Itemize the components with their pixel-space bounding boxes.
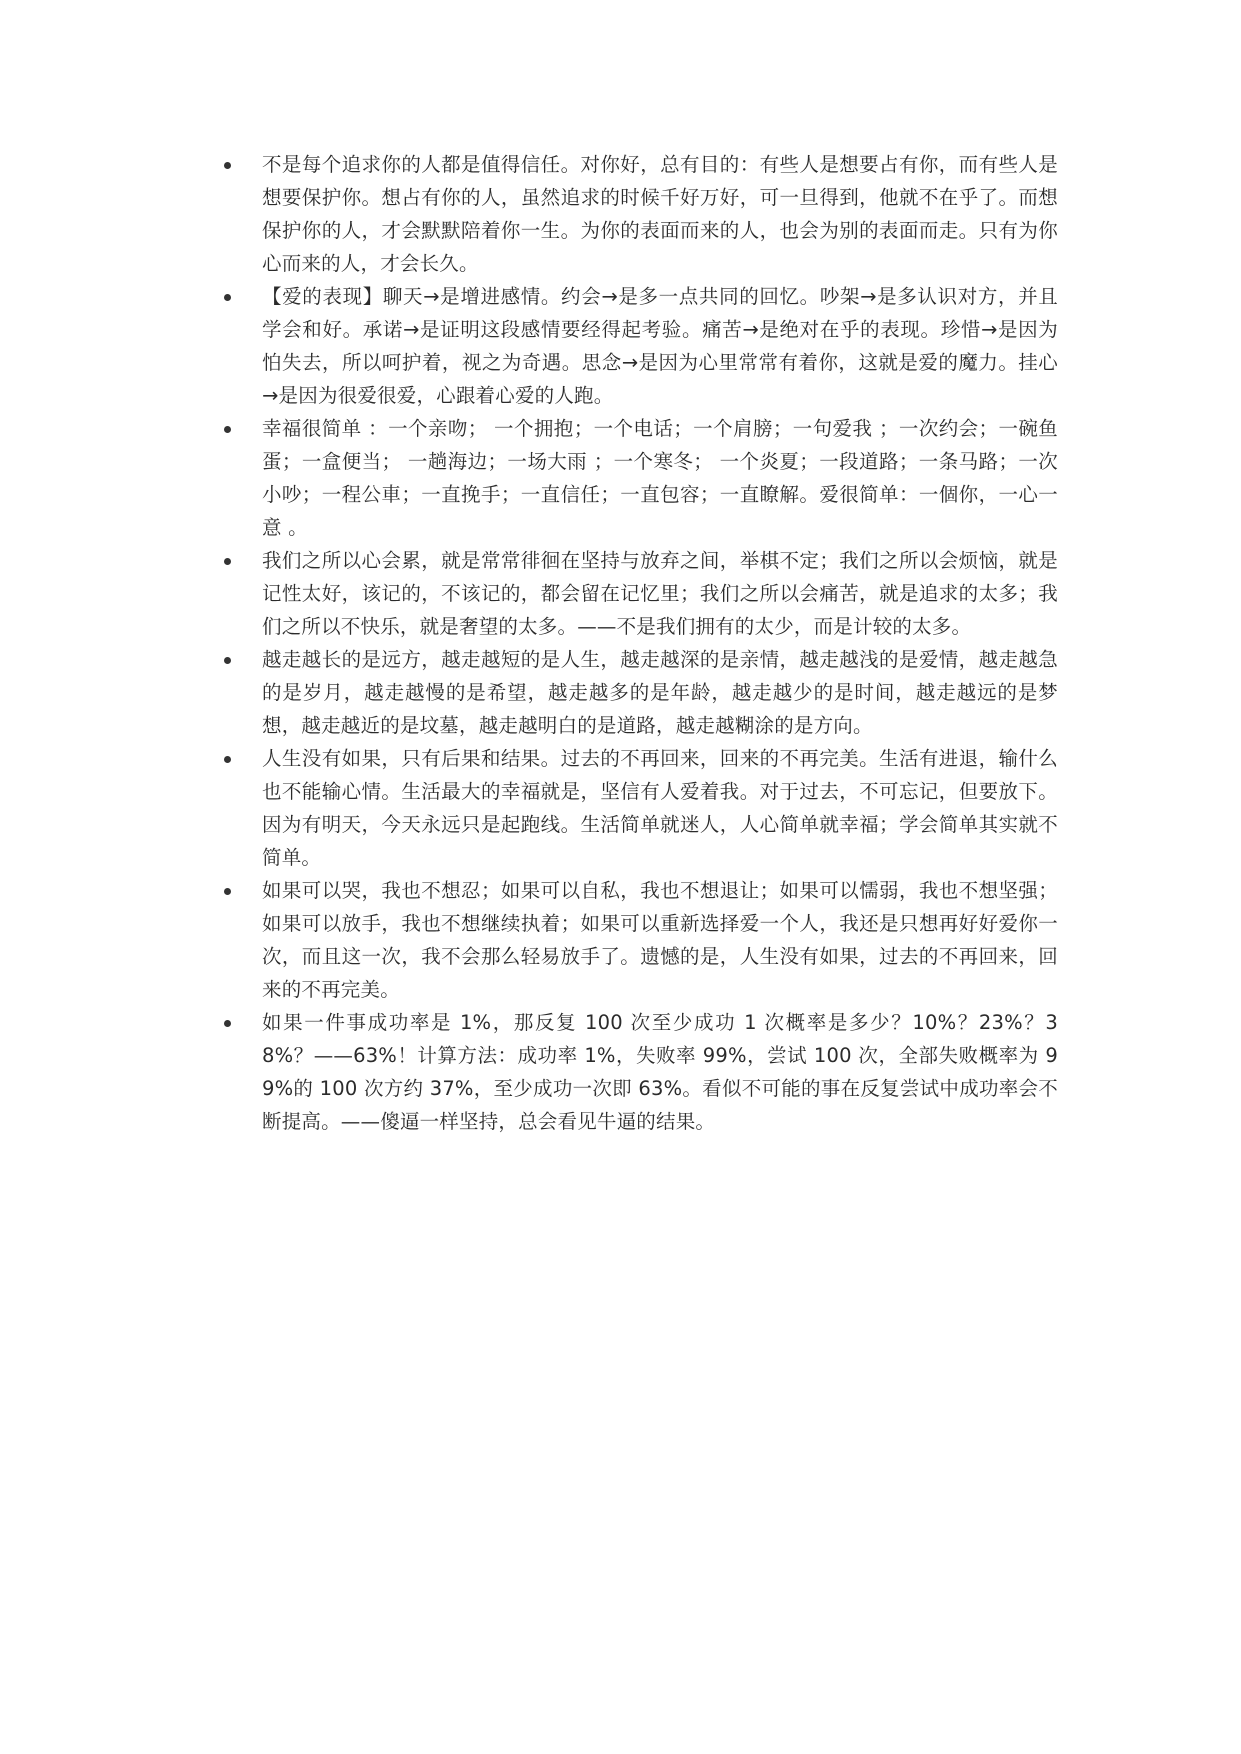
list-item [218, 1006, 1058, 1138]
list-item-text: 幸福很简单 ：一个亲吻； 一个拥抱；一个电话；一个肩膀；一句爱我 ；一次约会；一碗鱼蛋；一盒便当； 一趟海边；一场大雨 ；一个寒冬； 一个炎夏；一段道路；一条马路；一次小吵；一程公車；一直挽手；一直信任；一直包容；一直瞭解。爱很简单：一個你，一心一意 。 [262, 417, 1058, 539]
bullet-icon [224, 657, 231, 664]
bullet-icon [224, 426, 231, 433]
list-item-text: 不是每个追求你的人都是值得信任。对你好，总有目的：有些人是想要占有你，而有些人是想要保护你。想占有你的人，虽然追求的时候千好万好，可一旦得到，他就不在乎了。而想保护你的人，才会默默陪着你一生。为你的表面而来的人，也会为别的表面而走。只有为你心而来的人，才会长久。 [262, 153, 1058, 275]
list-item-text: 如果可以哭，我也不想忍；如果可以自私，我也不想退让；如果可以懦弱，我也不想坚强；如果可以放手，我也不想继续执着；如果可以重新选择爱一个人，我还是只想再好好爱你一次，而且这一次，我不会那么轻易放手了。遗憾的是，人生没有如果，过去的不再回来，回来的不再完美。 [262, 879, 1058, 1001]
bullet-icon [224, 1020, 231, 1027]
list-item [218, 544, 1058, 643]
list-item [218, 742, 1058, 874]
bullet-icon [224, 558, 231, 565]
bullet-icon [224, 294, 231, 301]
bullet-icon [224, 756, 231, 763]
list-item [218, 643, 1058, 742]
list-item-text: 越走越长的是远方，越走越短的是人生，越走越深的是亲情，越走越浅的是爱情，越走越急的是岁月，越走越慢的是希望，越走越多的是年龄，越走越少的是时间，越走越远的是梦想，越走越近的是坟墓，越走越明白的是道路，越走越糊涂的是方向。 [262, 648, 1058, 737]
list-item-text: 如果一件事成功率是 1%，那反复 100 次至少成功 1 次概率是多少？10%？23%？38%？——63%！计算方法：成功率 1%，失败率 99%，尝试 100 次，全部失败概率为 99%的 100 次方约 37%，至少成功一次即 63%。看似不可能的事在反复尝试中成功率会不断提高。——傻逼一样坚持，总会看见牛逼的结果。 [262, 1011, 1058, 1133]
list-item [218, 148, 1058, 280]
list-item-text: 【爱的表现】聊天→是增进感情。约会→是多一点共同的回忆。吵架→是多认识对方，并且学会和好。承诺→是证明这段感情要经得起考验。痛苦→是绝对在乎的表现。珍惜→是因为怕失去，所以呵护着，视之为奇遇。思念→是因为心里常常有着你，这就是爱的魔力。挂心→是因为很爱很爱，心跟着心爱的人跑。 [262, 285, 1058, 407]
bullet-icon [224, 162, 231, 169]
list-item [218, 874, 1058, 1006]
list-item-text: 我们之所以心会累，就是常常徘徊在坚持与放弃之间，举棋不定；我们之所以会烦恼，就是记性太好，该记的，不该记的，都会留在记忆里；我们之所以会痛苦，就是追求的太多；我们之所以不快乐，就是奢望的太多。——不是我们拥有的太少，而是计较的太多。 [262, 549, 1058, 638]
list-item [218, 412, 1058, 544]
list-item-text: 人生没有如果，只有后果和结果。过去的不再回来，回来的不再完美。生活有进退，输什么也不能输心情。生活最大的幸福就是，坚信有人爱着我。对于过去，不可忘记，但要放下。因为有明天，今天永远只是起跑线。生活简单就迷人，人心简单就幸福；学会简单其实就不简单。 [262, 747, 1058, 869]
list-item [218, 280, 1058, 412]
bullet-icon [224, 888, 231, 895]
bullet-list [218, 148, 1058, 1138]
